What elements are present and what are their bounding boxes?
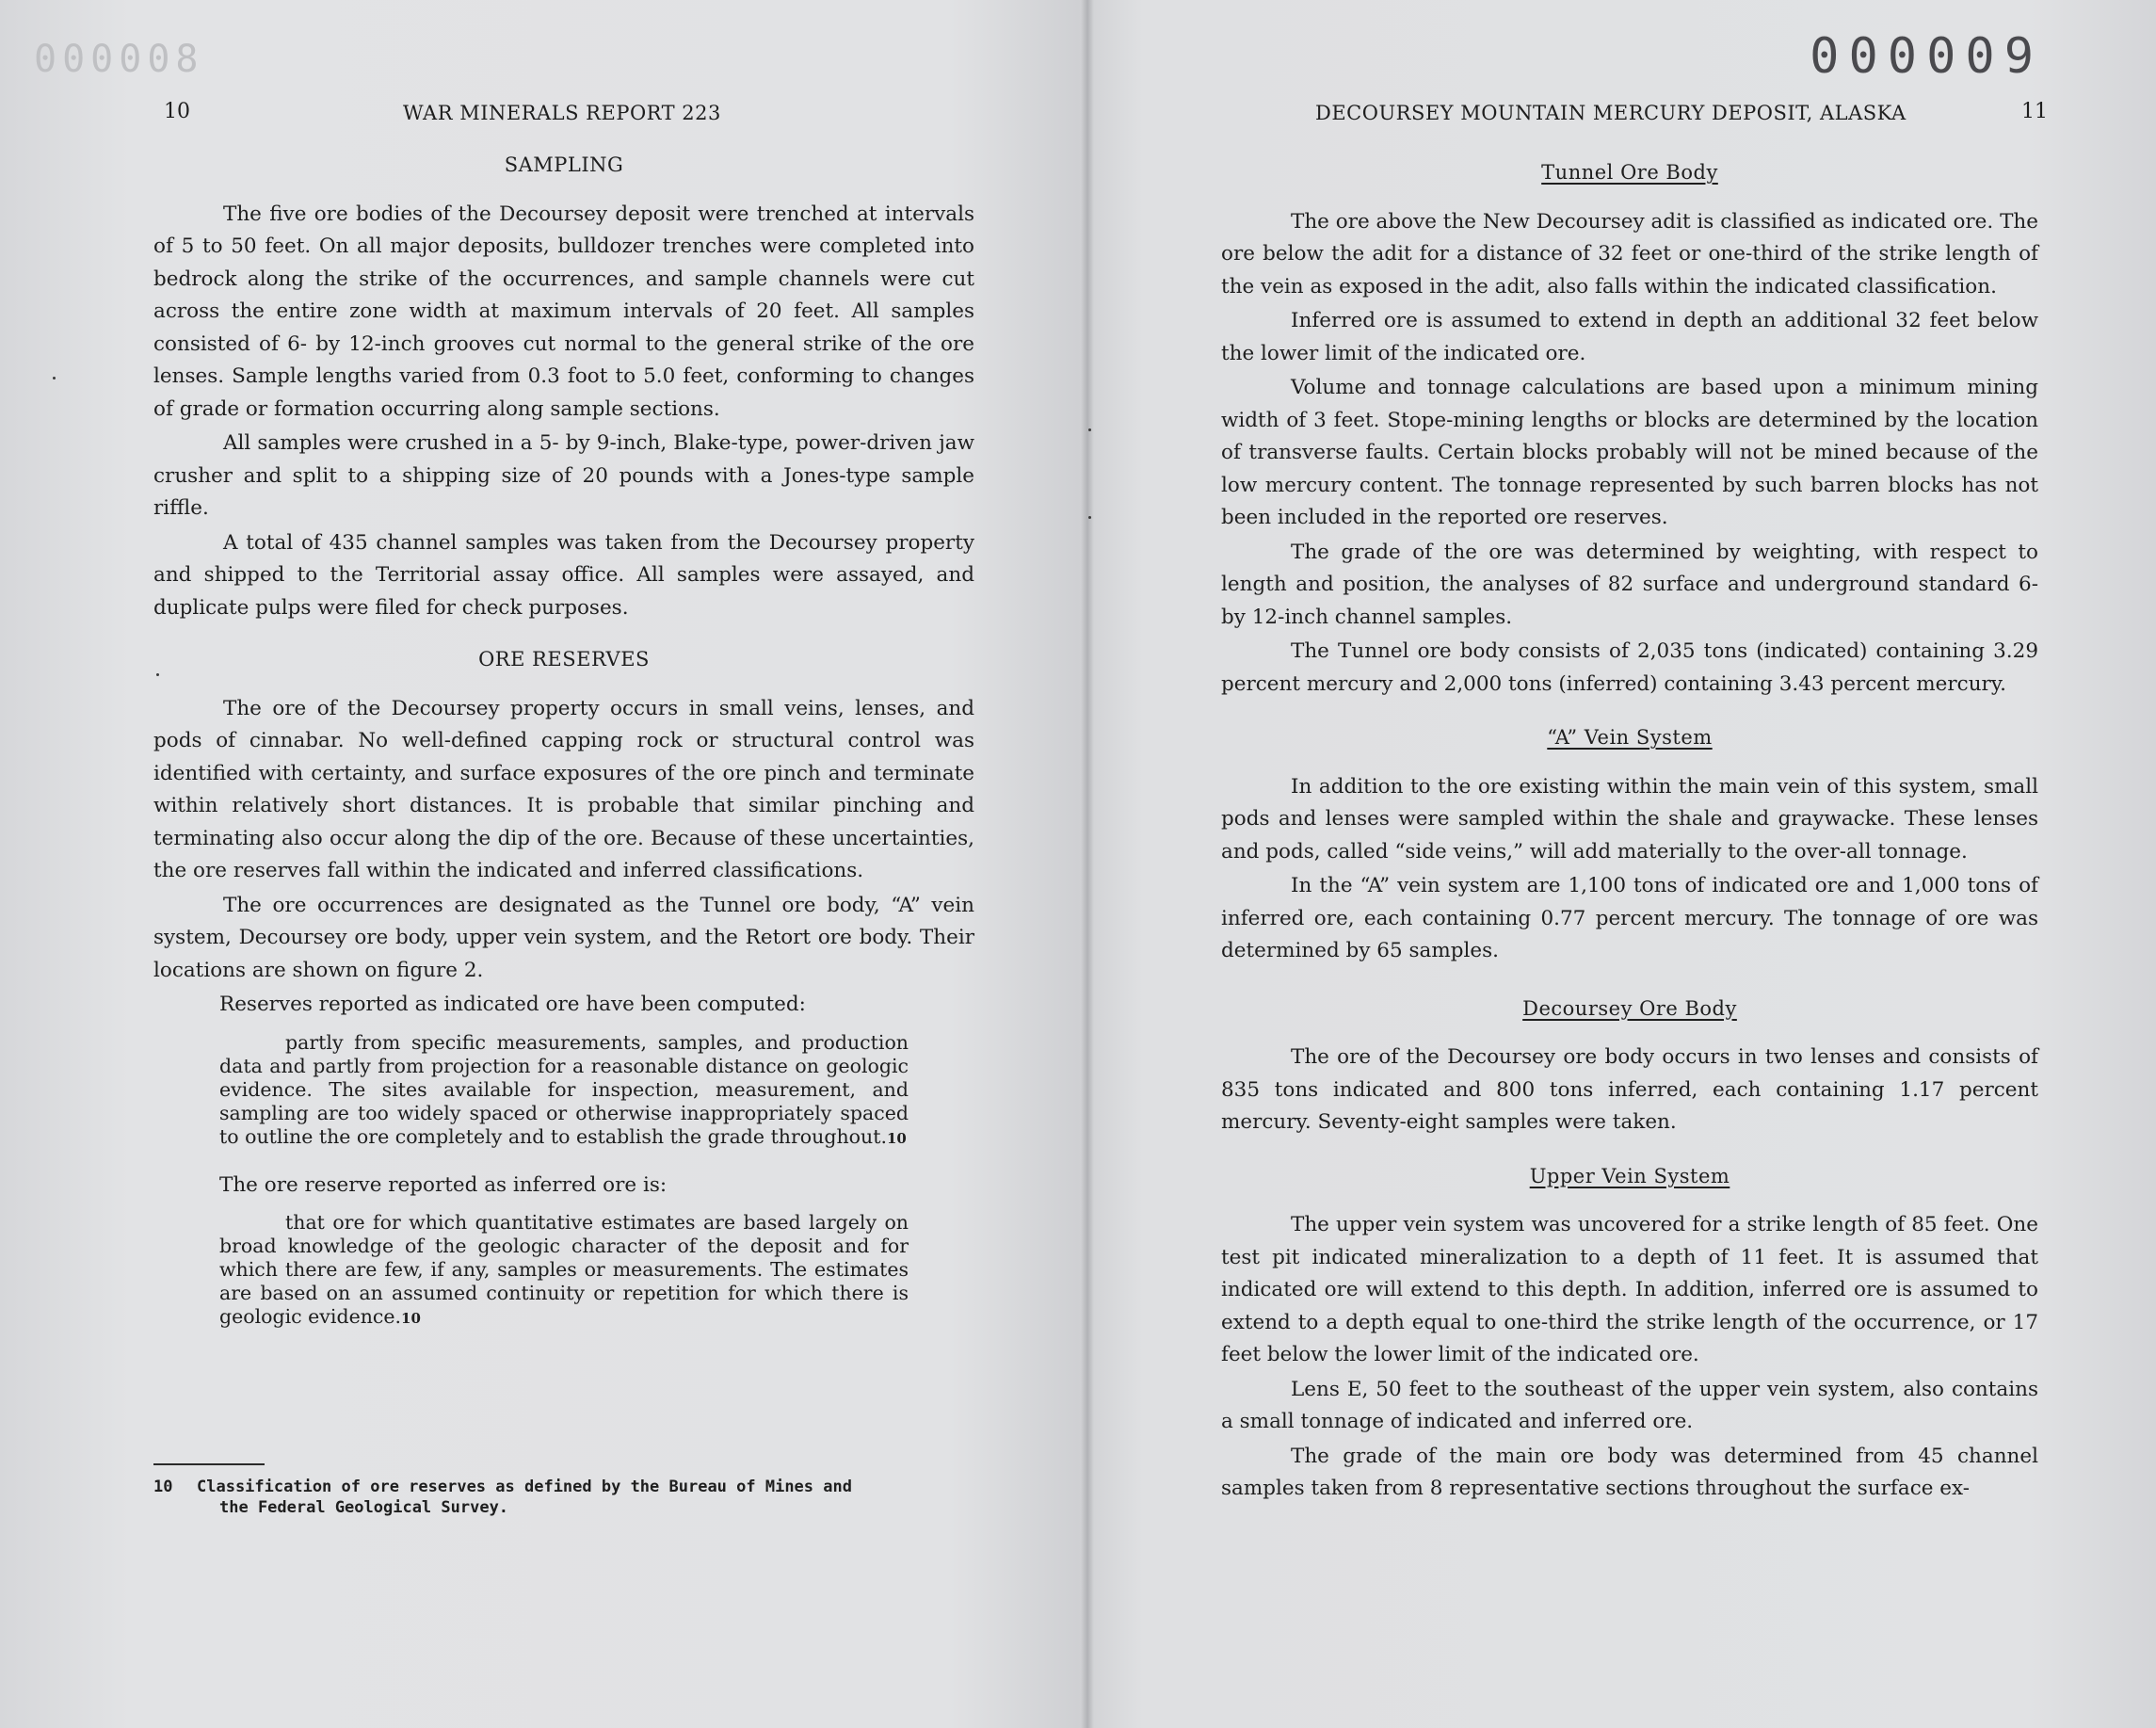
heading-text: Upper Vein System xyxy=(1529,1164,1730,1187)
heading-text: Decoursey Ore Body xyxy=(1522,996,1737,1020)
paragraph: All samples were crushed in a 5- by 9-inch, Blake-type, power-driven jaw crusher and split to a shipping size of 20 pounds with a Jones-type sample riffle. xyxy=(153,431,974,520)
paragraph: In the “A” vein system are 1,100 tons of indicated ore and 1,000 tons of inferred ore, each containing 0.77 percent mercury. The tonnage of ore was determined by 65 samples. xyxy=(1221,874,2038,962)
paragraph: Lens E, 50 feet to the southeast of the upper vein system, also contains a small tonnage of indicated and inferred ore. xyxy=(1221,1377,2038,1433)
footnote-ref: 10 xyxy=(401,1310,421,1327)
print-speck xyxy=(53,377,56,380)
page-number: 10 xyxy=(164,100,190,123)
section-heading-a-vein-system xyxy=(1221,721,2038,754)
paragraph: The ore above the New Decoursey adit is classified as indicated ore. The ore below the adit for a distance of 32 feet or one-third of the strike length of the vein as exposed in the adit, also falls within the indicated classification. xyxy=(1221,209,2038,299)
paragraph: The ore of the Decoursey property occurs in small veins, lenses, and pods of cinnabar. No well-defined capping rock or structural control was identified with certainty, and surface exposures of the ore pinch and terminate within relatively short distances. It is probable that similar pinching and terminating also occur along the dip of the ore. Because of these uncertainties, the ore reserves fall within the indicated and inferred classifications. xyxy=(153,696,974,882)
running-head: WAR MINERALS REPORT 223 xyxy=(403,102,721,124)
left-text-column xyxy=(153,149,974,1349)
section-heading-tunnel-ore-body xyxy=(1221,156,2038,189)
heading-text: “A” Vein System xyxy=(1547,726,1713,749)
paragraph: The grade of the ore was determined by weighting, with respect to length and position, the analyses of 82 surface and underground standard 6- by 12-inch channel samples. xyxy=(1221,540,2038,629)
paragraph: The ore of the Decoursey ore body occurs in two lenses and consists of 835 tons indicated and 800 tons inferred, each containing 1.17 percent mercury. Seventy-eight samples were taken. xyxy=(1221,1045,2038,1134)
print-speck xyxy=(156,673,159,676)
right-page xyxy=(1094,0,2156,1728)
footnote-ref: 10 xyxy=(886,1129,907,1147)
indicated-definition-quote xyxy=(219,1031,909,1151)
paragraph: The upper vein system was uncovered for a strike length of 85 feet. One test pit indicated mineralization to a depth of 11 feet. It is assumed that indicated ore will extend to this depth. In addition, inferred ore is assumed to extend to a depth equal to one-third the strike length of the occurrence, or 17 feet below the lower limit of the indicated ore. xyxy=(1221,1213,2038,1366)
paragraph: The five ore bodies of the Decoursey deposit were trenched at intervals of 5 to 50 feet. On all major deposits, bulldozer trenches were completed into bedrock along the strike of the occurrences, and sample channels were cut across the entire zone width at maximum intervals of 20 feet. All samples consisted of 6- by 12-inch grooves cut normal to the general strike of the ore lenses. Sample lengths varied from 0.3 foot to 5.0 feet, conforming to changes of grade or formation occurring along sample sections. xyxy=(153,202,974,421)
inferred-definition-quote xyxy=(219,1211,909,1331)
footnote-number: 10 xyxy=(153,1478,173,1496)
footnote xyxy=(153,1477,954,1518)
paragraph: The grade of the main ore body was determined from 45 channel samples taken from 8 representative sections throughout the surface ex- xyxy=(1221,1444,2038,1500)
paragraph: A total of 435 channel samples was taken from the Decoursey property and shipped to the Territorial assay office. All samples were assayed, and duplicate pulps were filed for check purposes. xyxy=(153,530,974,620)
section-heading-sampling: SAMPLING xyxy=(504,153,624,176)
footnote-rule xyxy=(153,1463,265,1465)
paragraph: Inferred ore is assumed to extend in depth an additional 32 feet below the lower limit of the indicated ore. xyxy=(1221,309,2038,365)
paragraph: The Tunnel ore body consists of 2,035 tons (indicated) containing 3.29 percent mercury and 2,000 tons (inferred) containing 3.43 percent mercury. xyxy=(1221,639,2038,696)
bleed-through-number: 000008 xyxy=(34,38,204,81)
paragraph: In addition to the ore existing within the main vein of this system, small pods and lenses were sampled within the shale and graywacke. These lenses and pods, called “side veins,” will add materially to the over-all tonnage. xyxy=(1221,774,2038,864)
document-stamp-number: 000009 xyxy=(1810,28,2043,85)
heading-text: Tunnel Ore Body xyxy=(1541,161,1718,184)
print-speck xyxy=(1088,428,1091,431)
quote-text: that ore for which quantitative estimates are based largely on broad knowledge of the geologic character of the deposit and for which there are few, if any, samples or measurements. The estimates are based on an assumed continuity or repetition for which there is geologic evidence. xyxy=(219,1211,909,1328)
paragraph: The ore occurrences are designated as the Tunnel ore body, “A” vein system, Decoursey ore body, upper vein system, and the Retort ore body. Their locations are shown on figure 2. xyxy=(153,893,974,982)
quote-text: partly from specific measurements, samples, and production data and partly from projection for a reasonable distance on geologic evidence. The sites available for inspection, measurement, and sampling are too widely spaced or otherwise inappropriately spaced to outline the ore completely and to establish the grade throughout. xyxy=(219,1030,909,1148)
footnote-line: the Federal Geological Survey. xyxy=(219,1498,509,1517)
print-speck xyxy=(1088,516,1091,519)
section-heading-decoursey-ore-body xyxy=(1221,993,2038,1025)
section-heading-ore-reserves: ORE RESERVES xyxy=(478,648,650,670)
indicated-intro: Reserves reported as indicated ore have been computed: xyxy=(219,993,806,1016)
page-gutter xyxy=(1081,0,1094,1728)
right-text-column xyxy=(1221,156,2038,1508)
running-head: DECOURSEY MOUNTAIN MERCURY DEPOSIT, ALASKA xyxy=(1315,102,1907,124)
inferred-intro: The ore reserve reported as inferred ore is: xyxy=(219,1172,668,1197)
section-heading-upper-vein-system xyxy=(1221,1160,2038,1193)
paragraph: Volume and tonnage calculations are based upon a minimum mining width of 3 feet. Stope-mining lengths or blocks are determined by the location of transverse faults. Certain blocks probably will not be mined because of the low mercury content. The tonnage represented by such barren blocks has not been included in the reported ore reserves. xyxy=(1221,376,2038,529)
page-number: 11 xyxy=(2021,100,2048,123)
footnote-line: Classification of ore reserves as defined by the Bureau of Mines and xyxy=(197,1478,852,1496)
